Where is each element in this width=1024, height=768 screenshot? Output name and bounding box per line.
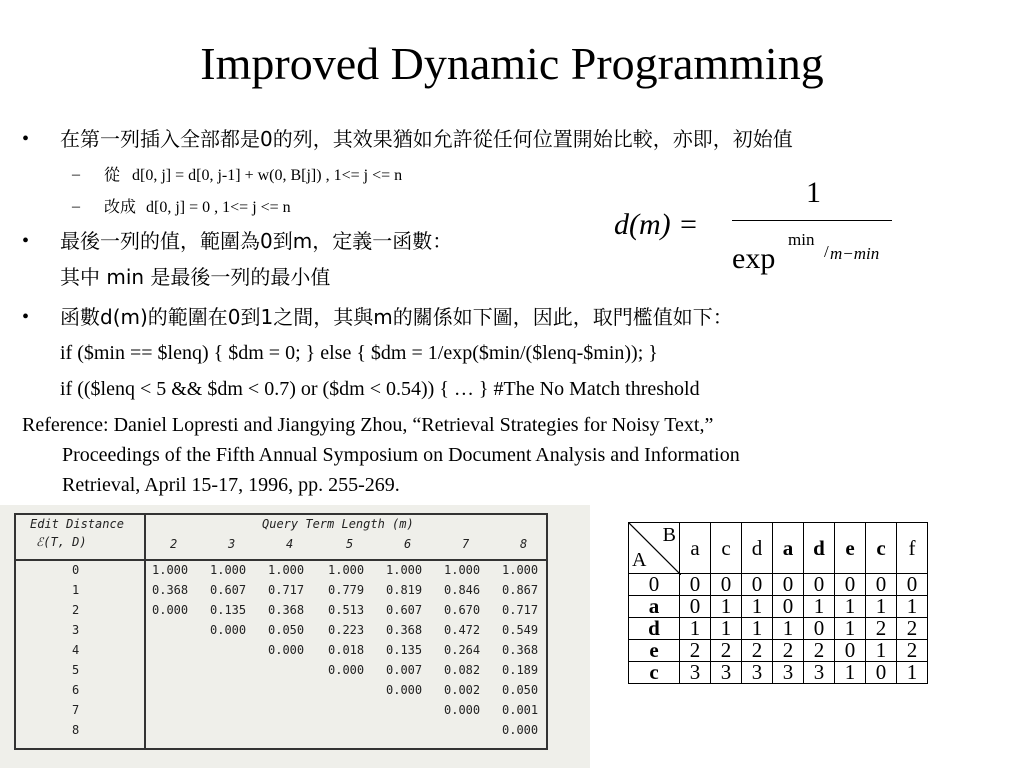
scan-row-label: 1 xyxy=(72,583,80,597)
dp-cell: 1 xyxy=(835,596,866,618)
dp-cell: 1 xyxy=(742,618,773,640)
scan-cell: 1.000 xyxy=(268,563,305,577)
scan-cell: 0.082 xyxy=(444,663,481,677)
dash-icon: – xyxy=(72,166,80,183)
dp-column-header: e xyxy=(835,523,866,574)
reference xyxy=(22,410,982,500)
dp-cell: 3 xyxy=(680,662,711,684)
scan-cell: 0.368 xyxy=(386,623,423,637)
scan-cell: 0.607 xyxy=(386,603,423,617)
scan-cell: 0.779 xyxy=(328,583,365,597)
scan-cell: 0.846 xyxy=(444,583,481,597)
dp-cell: 2 xyxy=(680,640,711,662)
scan-cell: 1.000 xyxy=(386,563,423,577)
dp-cell: 2 xyxy=(866,618,897,640)
scan-row-label: 4 xyxy=(72,643,80,657)
scan-column-header: 5 xyxy=(346,537,354,551)
formula-sup-denominator: m−min xyxy=(830,244,880,263)
scan-cell: 0.000 xyxy=(328,663,365,677)
scan-row-label: 0 xyxy=(72,563,80,577)
scanned-distance-table xyxy=(0,505,590,768)
scan-cell: 0.135 xyxy=(386,643,423,657)
dm-formula xyxy=(614,176,904,286)
dp-cell: 1 xyxy=(773,618,804,640)
bullet-1 xyxy=(22,126,793,153)
scan-divider-vertical xyxy=(144,515,146,748)
bullet-2-continuation: 其中 min 是最後一列的最小值 xyxy=(60,265,331,289)
dp-cell: 3 xyxy=(773,662,804,684)
dp-cell: 3 xyxy=(711,662,742,684)
scan-column-header: 4 xyxy=(286,537,294,551)
scan-cell: 0.002 xyxy=(444,683,481,697)
bullet-2 xyxy=(22,228,452,255)
dp-cell: 1 xyxy=(866,596,897,618)
dp-cell: 2 xyxy=(897,640,928,662)
scan-cell: 0.007 xyxy=(386,663,423,677)
dp-cell: 1 xyxy=(866,640,897,662)
dp-cell: 0 xyxy=(680,596,711,618)
dp-cell: 1 xyxy=(742,596,773,618)
dp-row xyxy=(629,574,928,596)
bullet-dot-icon: • xyxy=(22,306,30,328)
scan-cell: 0.513 xyxy=(328,603,365,617)
dp-row-label: a xyxy=(629,596,680,618)
scan-cell: 0.018 xyxy=(328,643,365,657)
dp-cell: 0 xyxy=(866,574,897,596)
scan-cell: 0.717 xyxy=(502,603,539,617)
sub-bullet-2 xyxy=(72,194,291,221)
scan-cell: 0.368 xyxy=(152,583,189,597)
scan-cell: 0.264 xyxy=(444,643,481,657)
dp-column-header: d xyxy=(804,523,835,574)
scan-cell: 0.050 xyxy=(502,683,539,697)
dp-column-header: a xyxy=(773,523,804,574)
dp-cell: 0 xyxy=(804,618,835,640)
sub-bullet-1-label: 從 xyxy=(104,165,121,184)
scan-cell: 0.000 xyxy=(444,703,481,717)
scan-cell: 0.472 xyxy=(444,623,481,637)
dp-row-label: d xyxy=(629,618,680,640)
reference-line-3: Retrieval, April 15-17, 1996, pp. 255-269. xyxy=(62,474,400,496)
dp-cell: 1 xyxy=(835,662,866,684)
dp-row-label: c xyxy=(629,662,680,684)
code-line-1: if ($min == $lenq) { $dm = 0; } else { $dm = 1/exp($min/($lenq-$min)); } xyxy=(60,342,658,364)
dp-cell: 0 xyxy=(897,574,928,596)
dp-cell: 1 xyxy=(835,618,866,640)
dp-grid xyxy=(628,522,928,684)
dp-row xyxy=(629,640,928,662)
dp-column-header: d xyxy=(742,523,773,574)
formula-exp: exp xyxy=(732,242,776,275)
reference-line-2: Proceedings of the Fifth Annual Symposium on Document Analysis and Information xyxy=(62,444,740,466)
scan-row-label: 8 xyxy=(72,723,80,737)
formula-sup-min: min xyxy=(788,230,815,249)
scan-cell: 1.000 xyxy=(210,563,247,577)
slide-title: Improved Dynamic Programming xyxy=(200,38,824,89)
bullet-3 xyxy=(22,304,733,331)
dp-cell: 0 xyxy=(680,574,711,596)
bullet-dot-icon: • xyxy=(22,128,30,150)
dp-cell: 1 xyxy=(897,662,928,684)
scan-cell: 0.867 xyxy=(502,583,539,597)
dp-column-header: f xyxy=(897,523,928,574)
dp-cell: 0 xyxy=(742,574,773,596)
sub-bullet-1-expr: d[0, j] = d[0, j-1] + w(0, B[j]) , 1<= j <= n xyxy=(132,167,403,184)
scan-cell: 0.607 xyxy=(210,583,247,597)
dp-cell: 0 xyxy=(629,574,680,596)
dp-row xyxy=(629,662,928,684)
scan-column-header: 8 xyxy=(520,537,528,551)
dp-cell: 3 xyxy=(804,662,835,684)
scan-column-header: 6 xyxy=(404,537,412,551)
scan-column-header: 3 xyxy=(228,537,236,551)
formula-sup-slash: / xyxy=(824,242,829,261)
scan-row-label: 6 xyxy=(72,683,80,697)
dp-cell: 0 xyxy=(835,574,866,596)
dp-cell: 2 xyxy=(711,640,742,662)
formula-numerator: 1 xyxy=(806,176,821,209)
scan-header-edit-distance: Edit Distance xyxy=(30,517,124,531)
scan-cell: 0.000 xyxy=(386,683,423,697)
scan-header-et-d: ℰ(T, D) xyxy=(36,535,87,549)
sub-bullet-1 xyxy=(72,162,402,189)
dp-cell: 1 xyxy=(680,618,711,640)
scan-row-label: 5 xyxy=(72,663,80,677)
scan-cell: 0.549 xyxy=(502,623,539,637)
scan-cell: 0.001 xyxy=(502,703,539,717)
dash-icon: – xyxy=(72,198,80,215)
scan-row-label: 7 xyxy=(72,703,80,717)
dp-cell: 0 xyxy=(773,574,804,596)
dp-cell: 2 xyxy=(804,640,835,662)
scan-cell: 1.000 xyxy=(502,563,539,577)
dp-cell: 1 xyxy=(711,596,742,618)
dp-column-header: a xyxy=(680,523,711,574)
scan-divider-horizontal xyxy=(16,559,546,561)
dp-cell: 0 xyxy=(866,662,897,684)
bullet-3-text: 函數d(m)的範圍在0到1之間，其與m的關係如下圖，因此，取門檻值如下： xyxy=(60,305,733,329)
dp-cell: 2 xyxy=(897,618,928,640)
scan-cell: 1.000 xyxy=(444,563,481,577)
scan-cell: 0.000 xyxy=(268,643,305,657)
scan-column-header: 2 xyxy=(170,537,178,551)
scan-cell: 0.368 xyxy=(502,643,539,657)
dp-row xyxy=(629,596,928,618)
dp-cell: 0 xyxy=(804,574,835,596)
code-line-2: if (($lenq < 5 && $dm < 0.7) or ($dm < 0.54)) { … } #The No Match threshold xyxy=(60,378,700,400)
sub-bullet-2-expr: d[0, j] = 0 , 1<= j <= n xyxy=(146,199,291,216)
formula-lhs: d(m) = xyxy=(614,208,699,241)
dp-column-header: c xyxy=(866,523,897,574)
scan-cell: 0.223 xyxy=(328,623,365,637)
sub-bullet-2-label: 改成 xyxy=(104,197,137,216)
fraction-bar xyxy=(732,220,892,221)
dp-cell: 0 xyxy=(711,574,742,596)
dp-cell: 1 xyxy=(711,618,742,640)
dp-row xyxy=(629,618,928,640)
scan-cell: 1.000 xyxy=(152,563,189,577)
dp-corner-a: A xyxy=(632,549,647,571)
dp-cell: 1 xyxy=(804,596,835,618)
dp-cell: 0 xyxy=(835,640,866,662)
scan-column-header: 7 xyxy=(462,537,470,551)
scan-cell: 0.717 xyxy=(268,583,305,597)
bullet-2-text: 最後一列的值，範圍為0到m，定義一函數： xyxy=(60,229,453,253)
scan-row-label: 3 xyxy=(72,623,80,637)
dp-column-header: c xyxy=(711,523,742,574)
scan-cell: 1.000 xyxy=(328,563,365,577)
scan-header-query-length: Query Term Length (m) xyxy=(262,517,414,531)
bullet-dot-icon: • xyxy=(22,230,30,252)
scan-cell: 0.000 xyxy=(152,603,189,617)
scan-cell: 0.368 xyxy=(268,603,305,617)
dp-cell: 2 xyxy=(773,640,804,662)
dp-corner-b: B xyxy=(662,524,676,546)
dp-row-label: e xyxy=(629,640,680,662)
dp-cell: 1 xyxy=(897,596,928,618)
scan-cell: 0.050 xyxy=(268,623,305,637)
scan-cell: 0.135 xyxy=(210,603,247,617)
dp-cell: 2 xyxy=(742,640,773,662)
scan-cell: 0.670 xyxy=(444,603,481,617)
scan-cell: 0.189 xyxy=(502,663,539,677)
bullet-1-text: 在第一列插入全部都是0的列，其效果猶如允許從任何位置開始比較，亦即，初始值 xyxy=(60,127,793,151)
scan-frame xyxy=(14,513,548,750)
dp-cell: 0 xyxy=(773,596,804,618)
dp-corner-cell xyxy=(629,523,680,574)
scan-cell: 0.819 xyxy=(386,583,423,597)
dp-cell: 3 xyxy=(742,662,773,684)
scan-cell: 0.000 xyxy=(502,723,539,737)
reference-line-1: Reference: Daniel Lopresti and Jiangying Zhou, “Retrieval Strategies for Noisy Text,” xyxy=(22,414,714,436)
scan-row-label: 2 xyxy=(72,603,80,617)
scan-cell: 0.000 xyxy=(210,623,247,637)
